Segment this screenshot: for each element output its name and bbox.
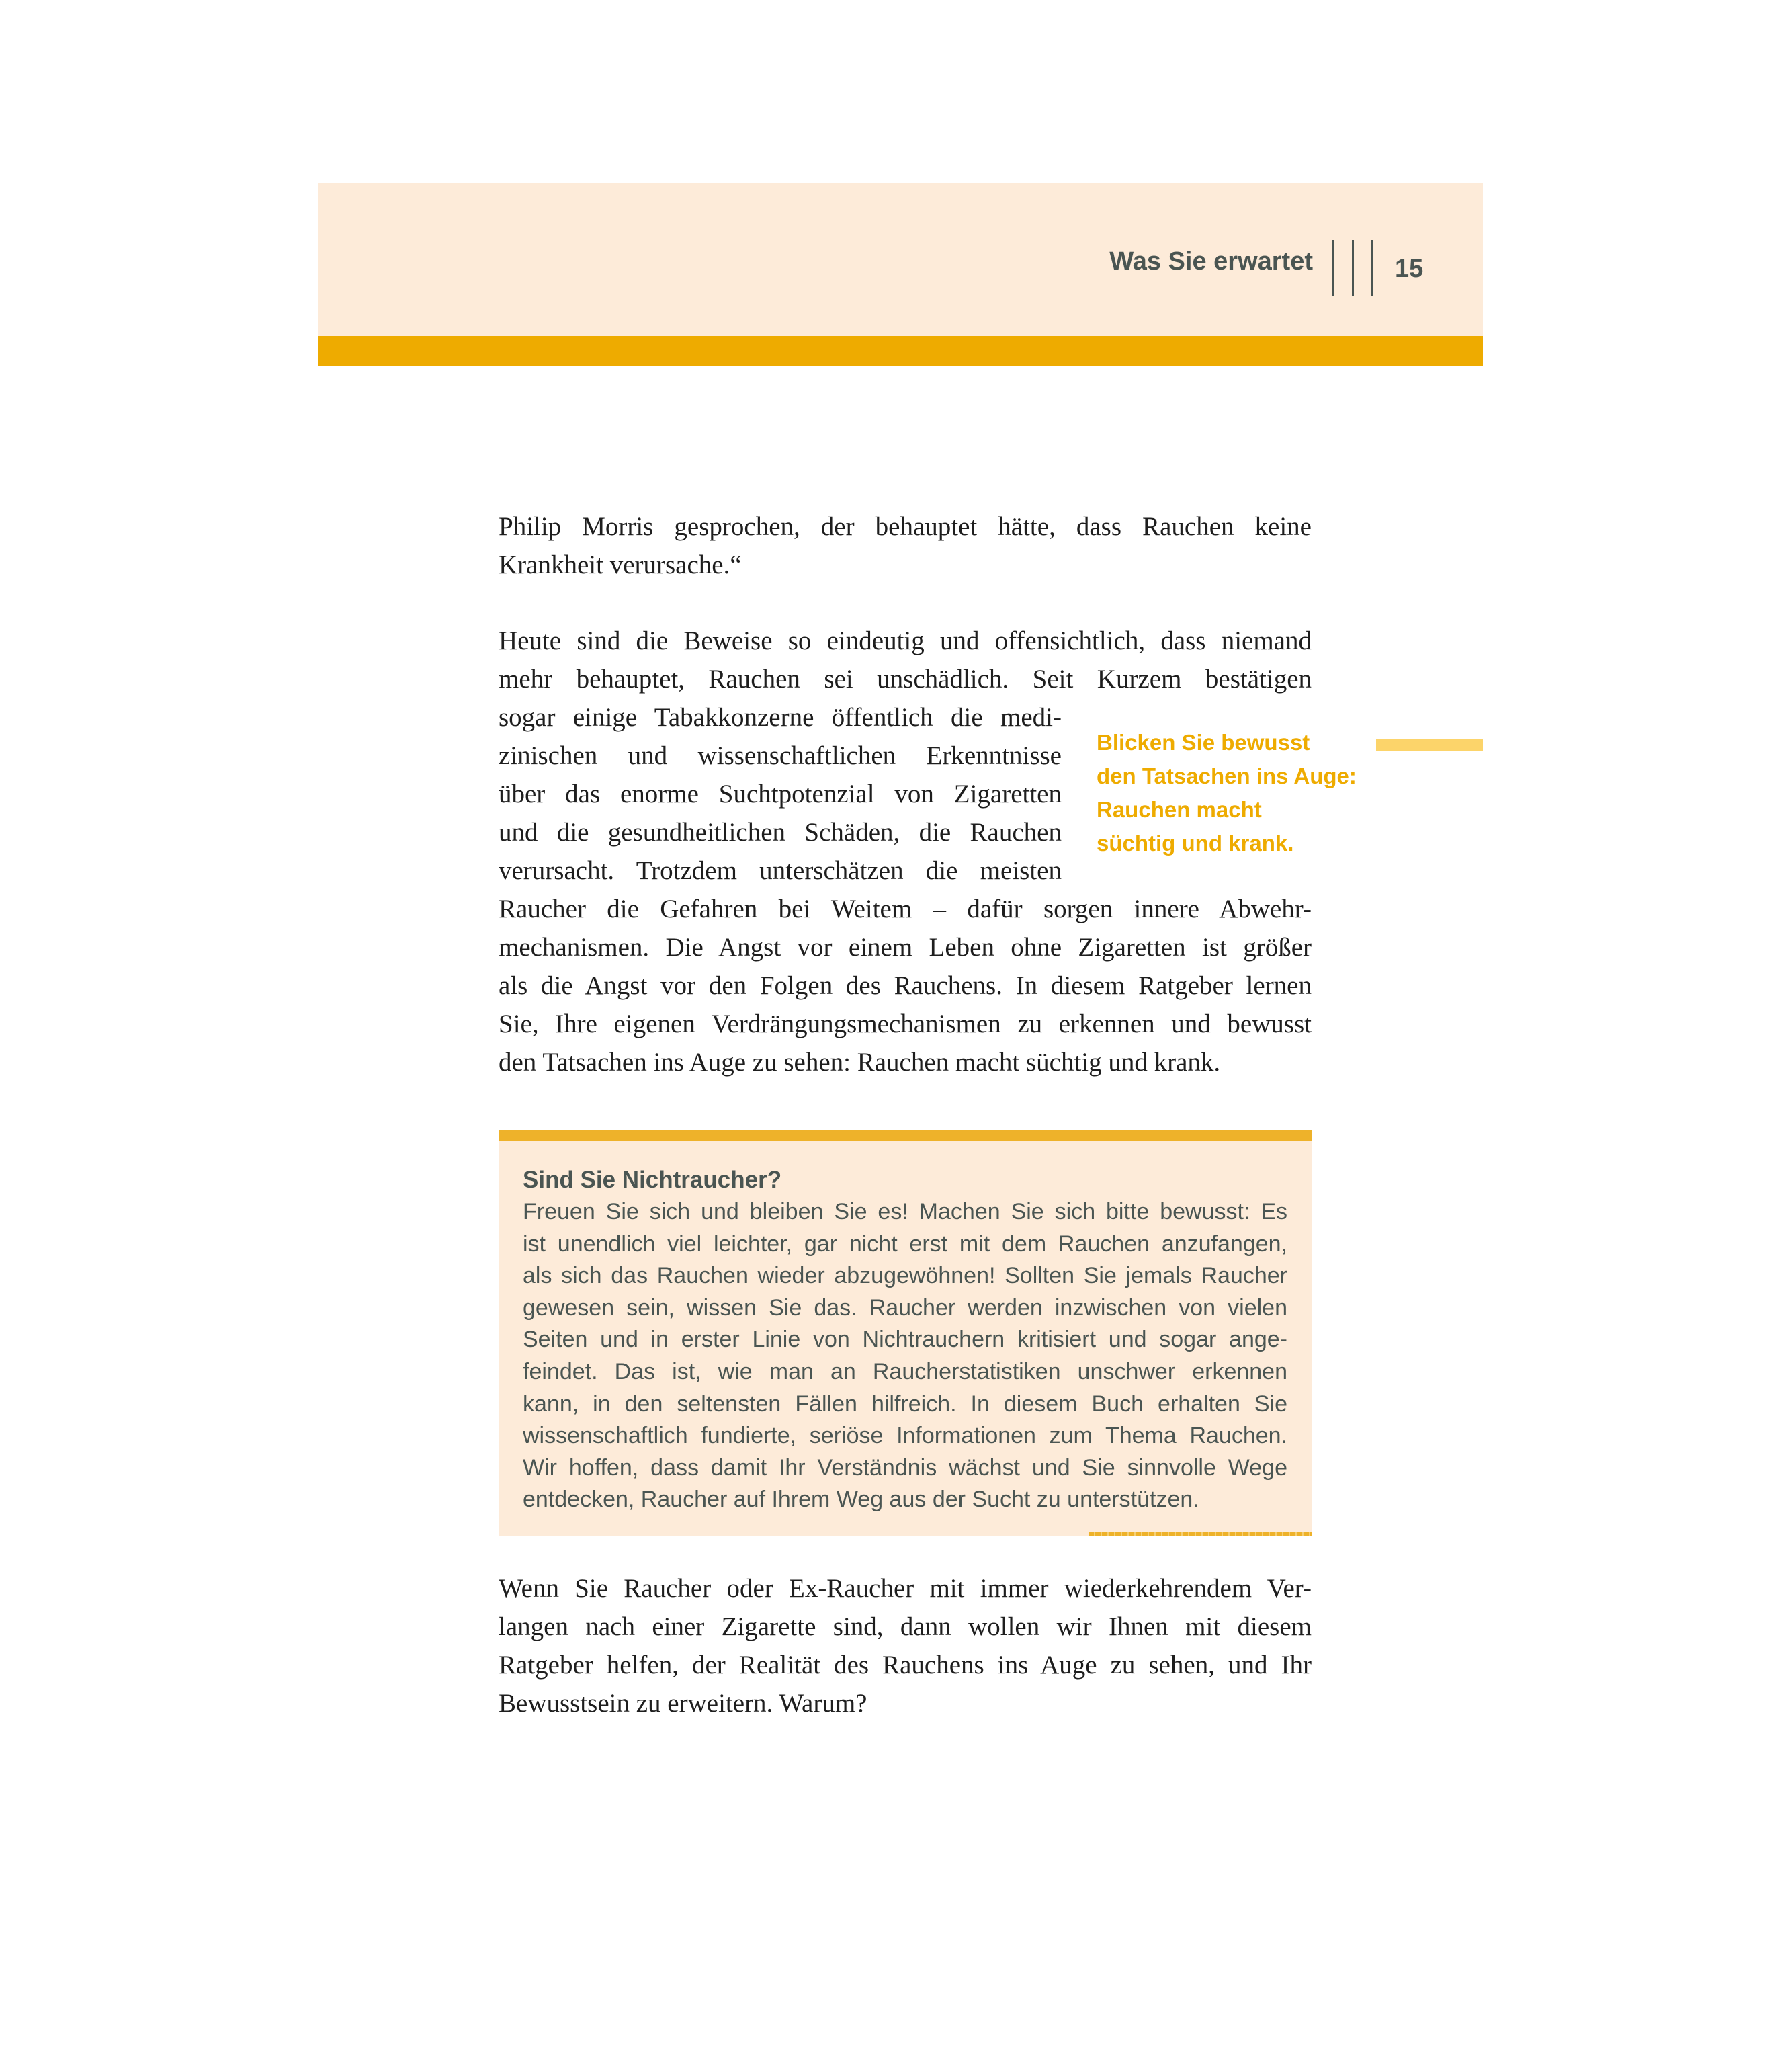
text-line: mehr behauptet, Rauchen sei unschädlich. Seit Kurzem bestätigen [499, 665, 1312, 694]
text-line: Krankheit verursache.“ [499, 550, 742, 579]
text-line: und die gesundheitlichen Schäden, die Rauchen [499, 818, 1062, 847]
margin-note-line: Rauchen macht [1097, 797, 1262, 822]
text-line: über das enorme Suchtpotenzial von Zigaretten [499, 780, 1062, 809]
text-line: als die Angst vor den Folgen des Rauchens. In diesem Ratgeber lernen [499, 971, 1312, 1000]
text-line: Raucher die Gefahren bei Weitem – dafür sorgen innere Abwehr- [499, 895, 1312, 923]
header-divider-rule [1371, 240, 1373, 296]
body-paragraph-3 [499, 1569, 1312, 1723]
text-line: Ratgeber helfen, der Realität des Rauchens ins Auge zu sehen, und Ihr [499, 1651, 1312, 1680]
text-line: Wenn Sie Raucher oder Ex-Raucher mit immer wiederkehrendem Ver- [499, 1574, 1312, 1603]
info-box-line: feindet. Das ist, wie man an Raucherstatistiken unschwer erkennen [523, 1358, 1287, 1384]
running-header-accent-bar [318, 336, 1483, 366]
header-divider-rule [1332, 240, 1334, 296]
text-line: verursacht. Trotzdem unterschätzen die meisten [499, 856, 1062, 885]
body-paragraph-1 [499, 507, 1312, 584]
running-header-title: Was Sie erwartet [1109, 247, 1313, 276]
margin-note-line: süchtig und krank. [1097, 831, 1294, 856]
info-box-line: Freuen Sie sich und bleiben Sie es! Machen Sie sich bitte bewusst: Es [523, 1199, 1287, 1225]
text-line: sogar einige Tabakkonzerne öffentlich die medi- [499, 703, 1062, 732]
margin-note-marker-bar [1376, 739, 1483, 751]
info-box-bottom-dash [1089, 1532, 1312, 1536]
info-box-line: als sich das Rauchen wieder abzugewöhnen! Sollten Sie jemals Raucher [523, 1263, 1287, 1289]
info-box-line: Wir hoffen, dass damit Ihr Verständnis wächst und Sie sinnvolle Wege [523, 1454, 1287, 1481]
text-line: den Tatsachen ins Auge zu sehen: Rauchen macht süchtig und krank. [499, 1048, 1221, 1077]
info-box-line: wissenschaftlich fundierte, seriöse Informationen zum Thema Rauchen. [523, 1423, 1287, 1449]
text-line: mechanismen. Die Angst vor einem Leben ohne Zigaretten ist größer [499, 933, 1312, 962]
text-line: zinischen und wissenschaftlichen Erkenntnisse [499, 741, 1062, 770]
info-box-line: kann, in den seltensten Fällen hilfreich. In diesem Buch erhalten Sie [523, 1391, 1287, 1417]
text-line: langen nach einer Zigarette sind, dann wollen wir Ihnen mit diesem [499, 1612, 1312, 1641]
text-line: Heute sind die Beweise so eindeutig und offensichtlich, dass niemand [499, 626, 1312, 655]
margin-note-line: Blicken Sie bewusst [1097, 730, 1310, 755]
text-line: Sie, Ihre eigenen Verdrängungsmechanismen zu erkennen und bewusst [499, 1009, 1312, 1038]
info-box-line: entdecken, Raucher auf Ihrem Weg aus der Sucht zu unterstützen. [523, 1487, 1199, 1513]
text-line: Bewusstsein zu erweitern. Warum? [499, 1689, 867, 1718]
page-number: 15 [1395, 255, 1424, 283]
info-box-line: ist unendlich viel leichter, gar nicht erst mit dem Rauchen anzufangen, [523, 1231, 1287, 1257]
info-box-top-bar [499, 1130, 1312, 1141]
info-box-text [523, 1196, 1287, 1516]
margin-note [1097, 726, 1392, 860]
text-line: Philip Morris gesprochen, der behauptet hätte, dass Rauchen keine [499, 512, 1312, 541]
header-divider-rule [1352, 240, 1354, 296]
info-box-title: Sind Sie Nichtraucher? [523, 1167, 782, 1193]
info-box-line: Seiten und in erster Linie von Nichtrauchern kritisiert und sogar ange- [523, 1327, 1287, 1353]
margin-note-line: den Tatsachen ins Auge: [1097, 763, 1357, 788]
info-box-line: gewesen sein, wissen Sie das. Raucher werden inzwischen von vielen [523, 1294, 1287, 1321]
